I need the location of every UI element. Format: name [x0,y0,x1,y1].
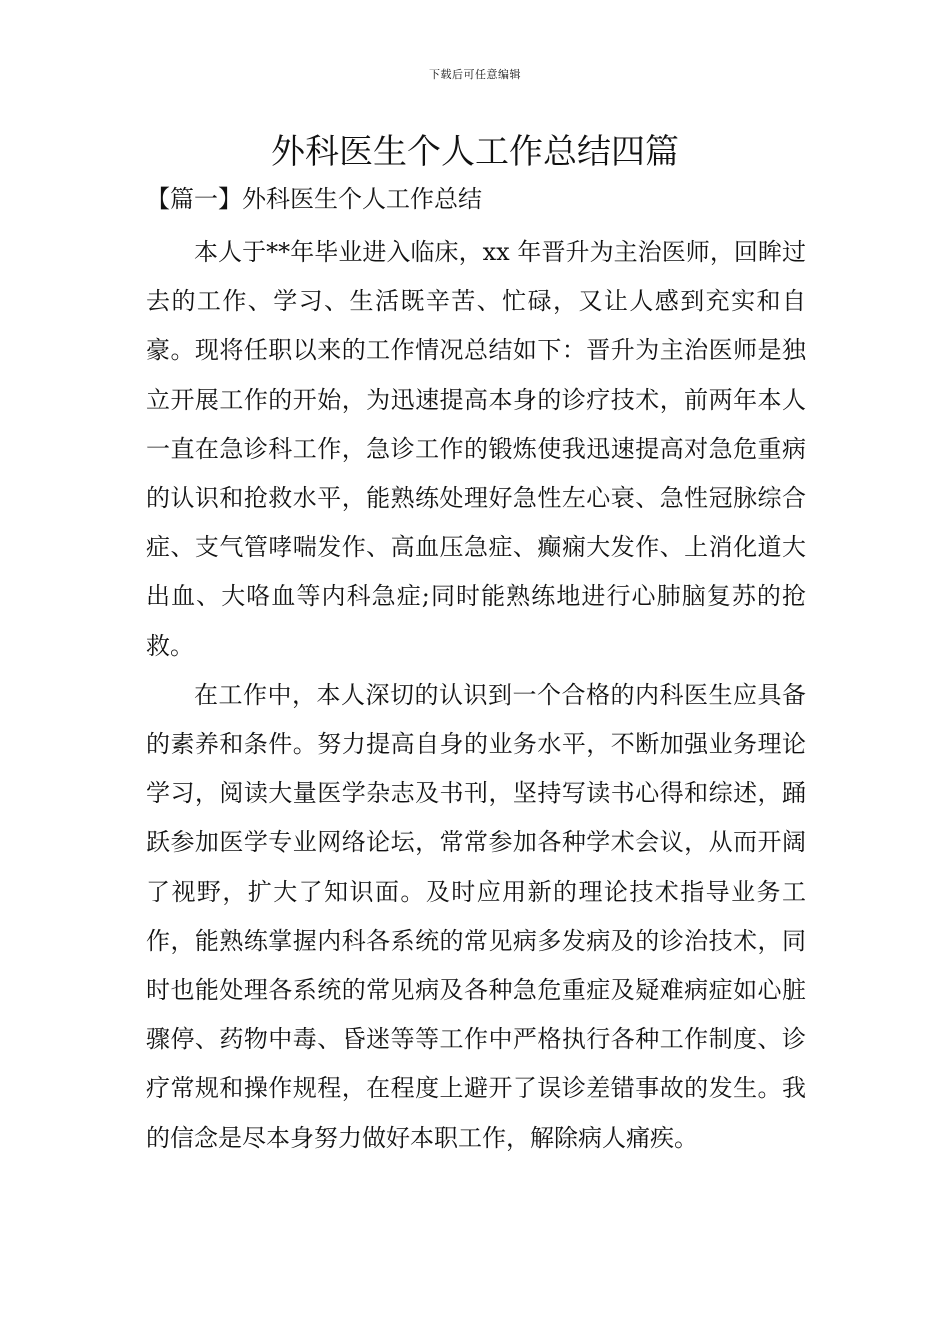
section-heading: 【篇一】外科医生个人工作总结 [146,185,482,213]
header-note: 下载后可任意编辑 [429,68,521,81]
paragraph: 在工作中，本人深切的认识到一个合格的内科医生应具备的素养和条件。努力提高自身的业务水平，不断加强业务理论学习，阅读大量医学杂志及书刊，坚持写读书心得和综述，踊跃参加医学专业网络论坛，常常参加各种学术会议，从而开阔了视野，扩大了知识面。及时应用新的理论技术指导业务工作，能熟练掌握内科各系统的常见病多发病及的诊治技术，同时也能处理各系统的常见病及各种急危重症及疑难病症如心脏骤停、药物中毒、昏迷等等工作中严格执行各种工作制度、诊疗常规和操作规程，在程度上避开了误诊差错事故的发生。我的信念是尽本身努力做好本职工作，解除病人痛疾。 [146,680,806,1152]
document-title: 外科医生个人工作总结四篇 [271,132,679,172]
document-body [146,228,806,1163]
paragraph: 本人于**年毕业进入临床，xx 年晋升为主治医师，回眸过去的工作、学习、生活既辛苦、忙碌，又让人感到充实和自豪。现将任职以来的工作情况总结如下：晋升为主治医师是独立开展工作的开始，为迅速提高本身的诊疗技术，前两年本人一直在急诊科工作，急诊工作的锻炼使我迅速提高对急危重病的认识和抢救水平，能熟练处理好急性左心衰、急性冠脉综合症、支气管哮喘发作、高血压急症、癫痫大发作、上消化道大出血、大咯血等内科急症;同时能熟练地进行心肺脑复苏的抢救。 [146,238,806,660]
